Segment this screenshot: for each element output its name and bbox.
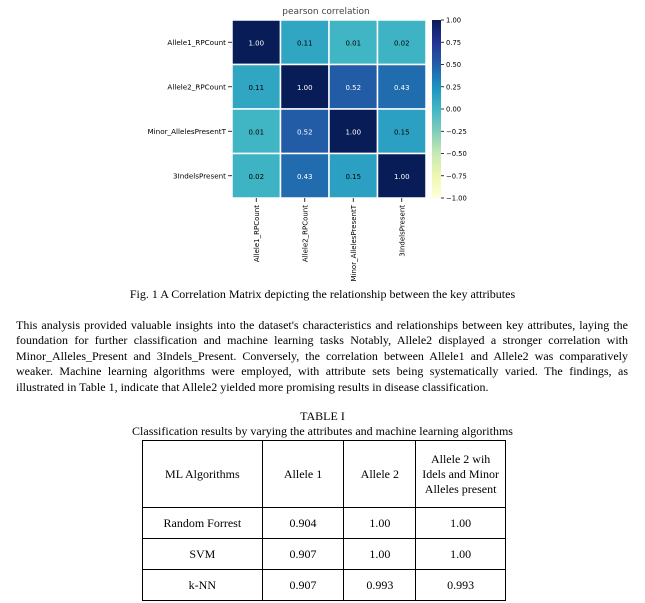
- table-cell: Random Forrest: [143, 508, 263, 539]
- cell-value-label: 1.00: [345, 128, 362, 137]
- cell-value-label: 1.00: [296, 83, 313, 92]
- col-label: Allele2_RPCount: [301, 205, 310, 263]
- correlation-heatmap-figure: [0, 0, 645, 282]
- table-cell: SVM: [143, 539, 263, 570]
- cell-value-label: 0.01: [345, 39, 362, 48]
- colorbar-tick-label: 0.50: [446, 61, 462, 69]
- cell-value-label: 0.02: [248, 172, 265, 181]
- table-cell: 0.993: [344, 570, 416, 601]
- colorbar-tick-label: 0.75: [446, 38, 462, 47]
- col-label: Allele1_RPCount: [252, 205, 261, 263]
- table-row: [143, 570, 506, 601]
- table-header-cell: Allele 2: [344, 441, 416, 508]
- colorbar-tick-label: −0.25: [446, 127, 467, 136]
- colorbar-gradient: [432, 20, 441, 198]
- table-label: TABLE I: [300, 409, 345, 423]
- table-header-cell: Allele 2 wih Idels and Minor Alleles present: [416, 441, 506, 508]
- row-label: Allele2_RPCount: [167, 82, 226, 92]
- table-cell: 0.904: [262, 508, 344, 539]
- cell-value-label: 0.15: [345, 172, 362, 181]
- cell-value-label: 0.11: [296, 39, 313, 48]
- table-cell: 1.00: [416, 539, 506, 570]
- table-cell: 0.993: [416, 570, 506, 601]
- table-cell: 0.907: [262, 570, 344, 601]
- cell-value-label: 0.15: [393, 128, 410, 137]
- body-paragraph: [16, 318, 628, 395]
- table-cell: k-NN: [143, 570, 263, 601]
- table-cell: 1.00: [344, 508, 416, 539]
- table-row: [143, 539, 506, 570]
- row-label: Allele1_RPCount: [167, 37, 226, 47]
- colorbar-tick-label: 1.00: [446, 16, 462, 25]
- cell-value-label: 0.52: [345, 83, 362, 92]
- cell-value-label: 1.00: [248, 39, 265, 48]
- chart-title: pearson correlation: [282, 7, 370, 17]
- table-cell: 0.907: [262, 539, 344, 570]
- table-header-row: [143, 441, 506, 508]
- results-table: [142, 440, 506, 601]
- table-caption: Classification results by varying the attributes and machine learning algorithms: [132, 424, 513, 438]
- colorbar-tick-label: −0.75: [446, 172, 467, 181]
- table-cell: 1.00: [344, 539, 416, 570]
- colorbar-tick-label: −1.00: [446, 194, 467, 203]
- cell-value-label: 1.00: [393, 172, 410, 181]
- col-label: 3IndelsPresent: [398, 205, 407, 257]
- cell-value-label: 0.02: [393, 39, 410, 48]
- colorbar-tick-label: 0.00: [446, 105, 462, 114]
- row-label: 3IndelsPresent: [173, 171, 226, 181]
- colorbar-tick-label: 0.25: [446, 83, 462, 92]
- table-header-cell: ML Algorithms: [143, 441, 263, 508]
- table-title: [0, 409, 645, 439]
- row-label: Minor_AllelesPresentT: [147, 126, 226, 136]
- table-cell: 1.00: [416, 508, 506, 539]
- cell-value-label: 0.43: [393, 83, 410, 92]
- figure-caption: Fig. 1 A Correlation Matrix depicting the relationship between the key attributes: [129, 287, 516, 301]
- paragraph-text: This analysis provided valuable insights into the dataset's characteristics and relationships between key attributes, laying the foundation for further classification and machine learning tasks Notably, Allele2 displayed a stronger correlation with Minor_Alleles_Present and 3Indels_Present. Conversely, the correlation between Allele1 and Allele2 was comparatively weaker. Machine learning algorithms were employed, with attribute sets being systematically varied. The findings, as illustrated in Table 1, indicate that Allele2 yielded more promising results in disease classification.: [16, 318, 628, 394]
- col-label: Minor_AllelesPresentT: [349, 205, 358, 282]
- cell-value-label: 0.01: [248, 128, 265, 137]
- colorbar-tick-label: −0.50: [446, 150, 467, 158]
- table-header-cell: Allele 1: [262, 441, 344, 508]
- table-row: [143, 508, 506, 539]
- cell-value-label: 0.52: [296, 128, 313, 137]
- cell-value-label: 0.11: [248, 83, 265, 92]
- cell-value-label: 0.43: [296, 172, 313, 181]
